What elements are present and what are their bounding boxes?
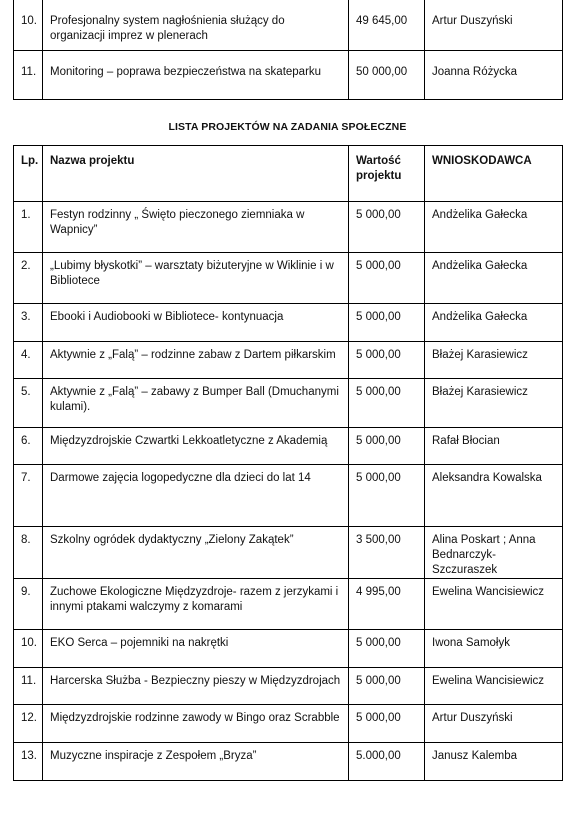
cell-applicant: Iwona Samołyk xyxy=(425,630,563,668)
header-lp: Lp. xyxy=(14,146,43,202)
cell-applicant: Błażej Karasiewicz xyxy=(425,379,563,428)
table-row xyxy=(14,579,563,630)
table-row xyxy=(14,705,563,743)
cell-project-value: 5.000,00 xyxy=(349,743,425,781)
cell-lp: 9. xyxy=(14,579,43,630)
header-project-name: Nazwa projektu xyxy=(43,146,349,202)
cell-lp: 8. xyxy=(14,527,43,579)
cell-project-name: Profesjonalny system nagłośnienia służący do organizacji imprez w plenerach xyxy=(43,0,349,51)
cell-lp: 2. xyxy=(14,253,43,304)
table-row xyxy=(14,630,563,668)
cell-project-name: Muzyczne inspiracje z Zespołem „Bryza” xyxy=(43,743,349,781)
cell-lp: 11. xyxy=(14,51,43,100)
cell-project-value: 5 000,00 xyxy=(349,202,425,253)
cell-lp: 3. xyxy=(14,304,43,342)
cell-project-name: Aktywnie z „Falą” – rodzinne zabaw z Dartem piłkarskim xyxy=(43,342,349,379)
cell-project-value: 5 000,00 xyxy=(349,630,425,668)
cell-applicant: Ewelina Wancisiewicz xyxy=(425,668,563,705)
cell-applicant: Rafał Błocian xyxy=(425,428,563,465)
cell-applicant: Andżelika Gałecka xyxy=(425,253,563,304)
cell-project-value: 5 000,00 xyxy=(349,304,425,342)
cell-lp: 11. xyxy=(14,668,43,705)
cell-project-value: 5 000,00 xyxy=(349,428,425,465)
cell-applicant: Alina Poskart ; Anna Bednarczyk-Szczuraszek xyxy=(425,527,563,579)
cell-lp: 12. xyxy=(14,705,43,743)
table-row xyxy=(14,428,563,465)
cell-project-value: 5 000,00 xyxy=(349,668,425,705)
cell-project-name: Monitoring – poprawa bezpieczeństwa na skateparku xyxy=(43,51,349,100)
table-row xyxy=(14,527,563,579)
cell-project-name: Harcerska Służba - Bezpieczny pieszy w Międzyzdrojach xyxy=(43,668,349,705)
header-applicant: WNIOSKODAWCA xyxy=(425,146,563,202)
header-project-value: Wartość projektu xyxy=(349,146,425,202)
top-projects-table xyxy=(13,0,563,100)
cell-lp: 6. xyxy=(14,428,43,465)
cell-project-value: 5 000,00 xyxy=(349,342,425,379)
table-row xyxy=(14,202,563,253)
table-row xyxy=(14,668,563,705)
cell-project-name: Zuchowe Ekologiczne Międzyzdroje- razem z jerzykami i innymi ptakami walczymy z komarami xyxy=(43,579,349,630)
table-header-row xyxy=(14,146,563,202)
cell-applicant: Andżelika Gałecka xyxy=(425,304,563,342)
table-row xyxy=(14,304,563,342)
cell-project-name: Ebooki i Audiobooki w Bibliotece- kontynuacja xyxy=(43,304,349,342)
cell-lp: 7. xyxy=(14,465,43,527)
cell-project-value: 5 000,00 xyxy=(349,705,425,743)
table-row xyxy=(14,743,563,781)
cell-project-name: Międzyzdrojskie Czwartki Lekkoatletyczne z Akademią xyxy=(43,428,349,465)
table-row xyxy=(14,465,563,527)
cell-applicant: Janusz Kalemba xyxy=(425,743,563,781)
cell-project-name: EKO Serca – pojemniki na nakrętki xyxy=(43,630,349,668)
social-projects-body xyxy=(14,202,563,781)
cell-project-name: Międzyzdrojskie rodzinne zawody w Bingo oraz Scrabble xyxy=(43,705,349,743)
cell-applicant: Artur Duszyński xyxy=(425,705,563,743)
cell-applicant: Joanna Różycka xyxy=(425,51,563,100)
table-row xyxy=(14,342,563,379)
cell-project-name: Festyn rodzinny „ Święto pieczonego ziemniaka w Wapnicy” xyxy=(43,202,349,253)
cell-lp: 13. xyxy=(14,743,43,781)
section-title: LISTA PROJEKTÓW NA ZADANIA SPOŁECZNE xyxy=(168,121,407,133)
cell-project-name: Darmowe zajęcia logopedyczne dla dzieci do lat 14 xyxy=(43,465,349,527)
cell-lp: 4. xyxy=(14,342,43,379)
table-row xyxy=(14,253,563,304)
cell-project-value: 49 645,00 xyxy=(349,0,425,51)
cell-lp: 10. xyxy=(14,0,43,51)
cell-lp: 1. xyxy=(14,202,43,253)
cell-project-value: 5 000,00 xyxy=(349,253,425,304)
cell-lp: 10. xyxy=(14,630,43,668)
cell-applicant: Aleksandra Kowalska xyxy=(425,465,563,527)
cell-project-value: 3 500,00 xyxy=(349,527,425,579)
cell-project-name: „Lubimy błyskotki” – warsztaty biżuteryjne w Wiklinie i w Bibliotece xyxy=(43,253,349,304)
table-row xyxy=(14,51,563,100)
cell-project-value: 5 000,00 xyxy=(349,465,425,527)
table-row xyxy=(14,0,563,51)
cell-project-name: Szkolny ogródek dydaktyczny „Zielony Zakątek” xyxy=(43,527,349,579)
cell-applicant: Andżelika Gałecka xyxy=(425,202,563,253)
cell-applicant: Ewelina Wancisiewicz xyxy=(425,579,563,630)
table-row xyxy=(14,379,563,428)
cell-project-value: 5 000,00 xyxy=(349,379,425,428)
cell-project-name: Aktywnie z „Falą” – zabawy z Bumper Ball (Dmuchanymi kulami). xyxy=(43,379,349,428)
cell-applicant: Artur Duszyński xyxy=(425,0,563,51)
cell-applicant: Błażej Karasiewicz xyxy=(425,342,563,379)
cell-lp: 5. xyxy=(14,379,43,428)
cell-project-value: 50 000,00 xyxy=(349,51,425,100)
social-projects-table xyxy=(13,145,563,781)
top-projects-body xyxy=(14,0,563,100)
cell-project-value: 4 995,00 xyxy=(349,579,425,630)
